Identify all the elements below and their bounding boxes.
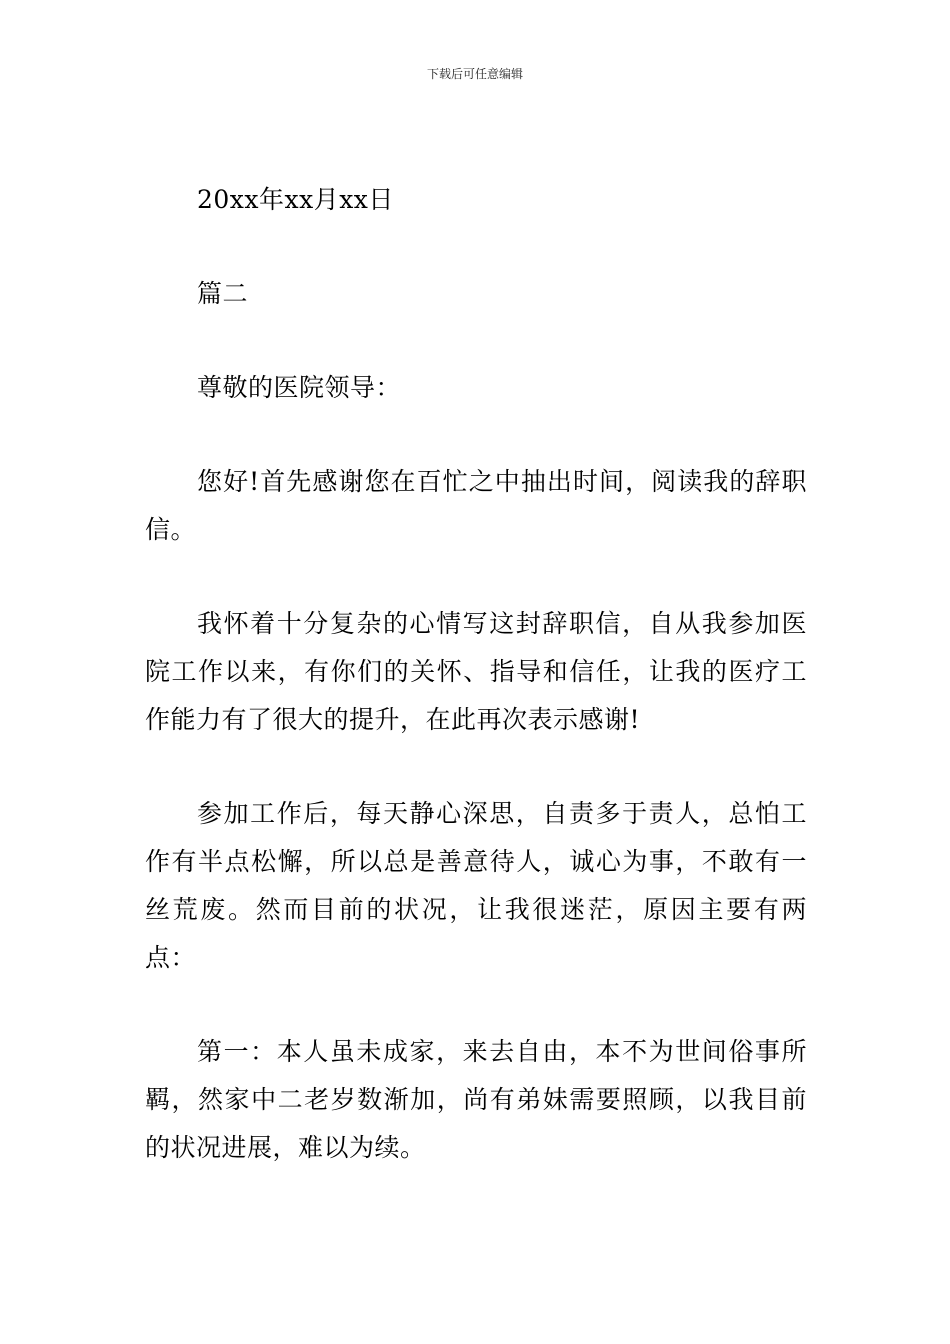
paragraph-work-attitude: 参加工作后，每天静心深思，自责多于责人，总怕工作有半点松懈，所以总是善意待人，诚心为事，不敢有一丝荒废。然而目前的状况，让我很迷茫，原因主要有两点： bbox=[145, 799, 807, 972]
document-body bbox=[145, 176, 807, 1172]
page-header-note: 下载后可任意编辑 bbox=[426, 67, 523, 81]
paragraph-reason-one: 第一：本人虽未成家，来去自由，本不为世间俗事所羁，然家中二老岁数渐加，尚有弟妹需要照顾，以我目前的状况进展，难以为续。 bbox=[145, 1037, 807, 1162]
paragraph-gratitude: 我怀着十分复杂的心情写这封辞职信，自从我参加医院工作以来，有你们的关怀、指导和信任，让我的医疗工作能力有了很大的提升，在此再次表示感谢! bbox=[145, 609, 807, 734]
section-heading: 篇二 bbox=[197, 279, 249, 308]
date-line: 20xx年xx月xx日 bbox=[197, 185, 394, 214]
salutation: 尊敬的医院领导： bbox=[197, 373, 402, 402]
paragraph-greeting: 您好!首先感谢您在百忙之中抽出时间，阅读我的辞职信。 bbox=[145, 467, 807, 544]
